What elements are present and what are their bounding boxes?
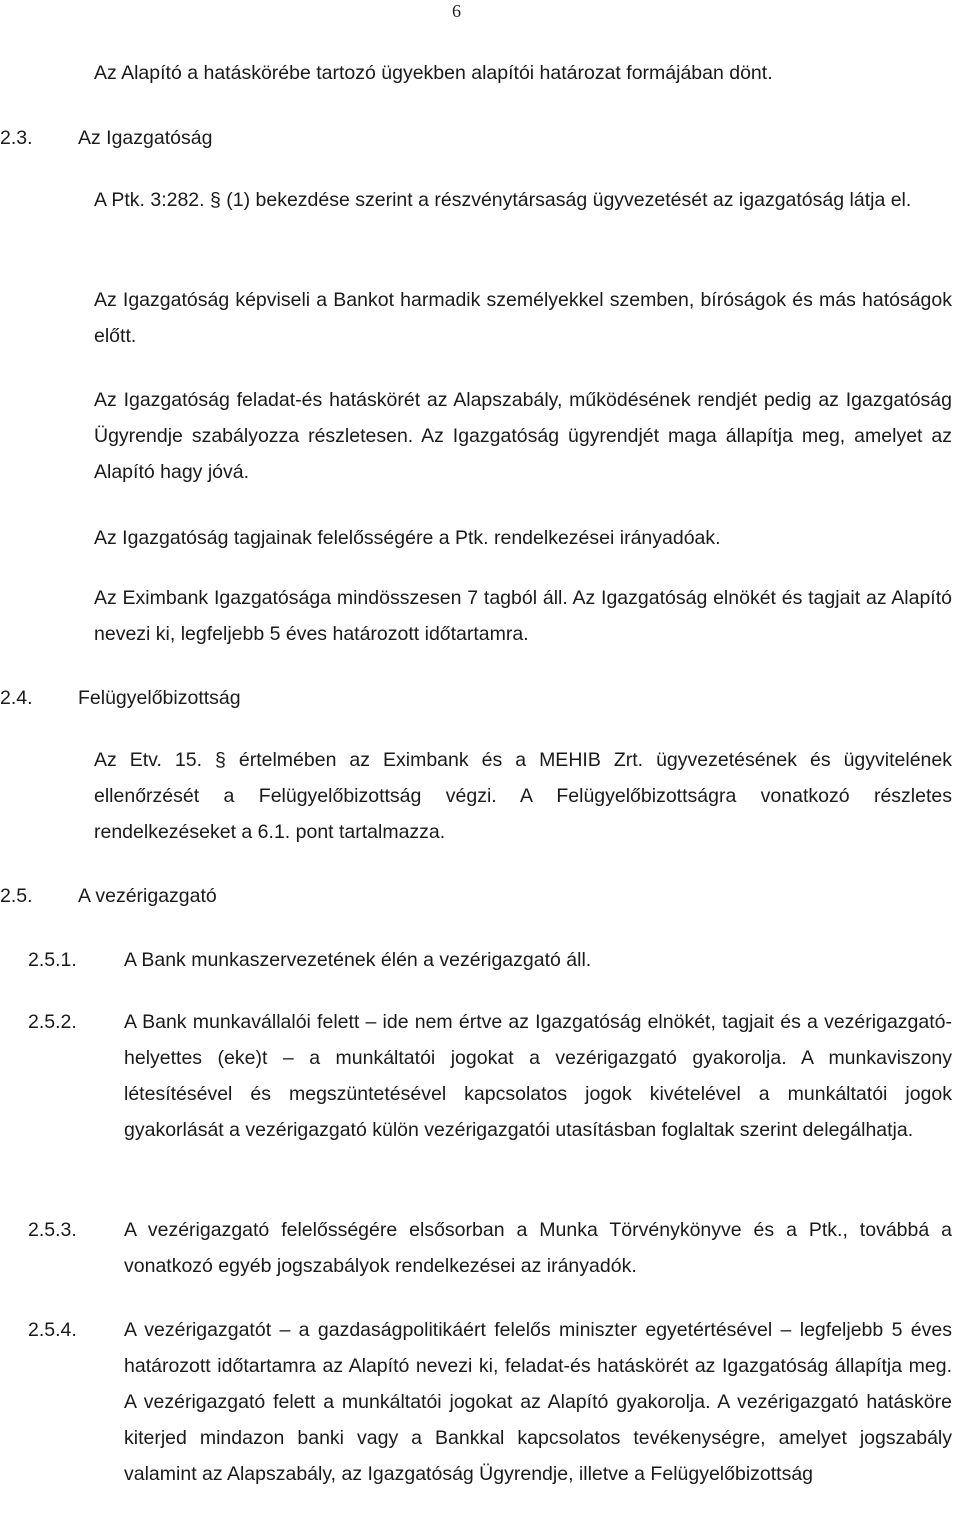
list-item-2-5-1: [28, 942, 952, 978]
section-title: Az Igazgatóság: [78, 127, 213, 149]
section-title: A vezérigazgató: [78, 885, 217, 907]
section-heading-2-4: [0, 680, 241, 716]
item-text: A vezérigazgatót – a gazdaságpolitikáért felelős miniszter egyetértésével – legfeljebb 5 éves határozott időtartamra az Alapító nevezi ki, feladat-és hatáskörét az Igazgatóság állapítja meg. A vezérigazgató felett a munkáltatói jogokat az Alapító gyakorolja. A vezérigazgató hatásköre kiterjed mindazon banki vagy a Bankkal kapcsolatos tevékenységre, amelyet jogszabály valamint az Alapszabály, az Igazgatóság Ügyrendje, illetve a Felügyelőbizottság: [124, 1319, 952, 1485]
item-number: 2.5.4.: [28, 1319, 77, 1341]
item-number: 2.5.1.: [28, 949, 77, 971]
list-item-2-5-2: [28, 1004, 952, 1148]
list-item-2-5-3: [28, 1212, 952, 1284]
item-text: A Bank munkavállalói felett – ide nem értve az Igazgatóság elnökét, tagjait és a vezérigazgató-helyettes (eke)t – a munkáltatói jogokat a vezérigazgató gyakorolja. A munkaviszony létesítésével és megszüntetésével kapcsolatos jogok kivételével a munkáltatói jogok gyakorlását a vezérigazgató külön vezérigazgatói utasításban foglaltak szerint delegálhatja.: [124, 1011, 952, 1141]
list-item-2-5-4: [28, 1312, 952, 1492]
section-number: 2.5.: [0, 885, 33, 907]
paragraph-alapito: Az Alapító a hatáskörébe tartozó ügyekben alapítói határozat formájában dönt.: [94, 62, 773, 84]
item-number: 2.5.2.: [28, 1011, 77, 1033]
item-number: 2.5.3.: [28, 1219, 77, 1241]
paragraph-etv: Az Etv. 15. § értelmében az Eximbank és a MEHIB Zrt. ügyvezetésének és ügyvitelének ellenőrzését a Felügyelőbizottság végzi. A Felügyelőbizottságra vonatkozó részletes rendelkezéseket a 6.1. pont tartalmazza.: [94, 749, 952, 843]
section-number: 2.3.: [0, 127, 33, 149]
section-number: 2.4.: [0, 687, 33, 709]
section-heading-2-3: [0, 120, 212, 156]
paragraph-kepviseli: Az Igazgatóság képviseli a Bankot harmadik személyekkel szemben, bíróságok és más hatóságok előtt.: [94, 289, 952, 347]
section-heading-2-5: [0, 878, 217, 914]
paragraph-ptk: A Ptk. 3:282. § (1) bekezdése szerint a részvénytársaság ügyvezetését az igazgatóság látja el.: [94, 189, 912, 211]
section-title: Felügyelőbizottság: [78, 687, 241, 709]
item-text: A vezérigazgató felelősségére elsősorban a Munka Törvénykönyve és a Ptk., továbbá a vonatkozó egyéb jogszabályok rendelkezései az irányadók.: [124, 1219, 952, 1277]
paragraph-feladat: Az Igazgatóság feladat-és hatáskörét az Alapszabály, működésének rendjét pedig az Igazgatóság Ügyrendje szabályozza részletesen. Az Igazgatóság ügyrendjét maga állapítja meg, amelyet az Alapító hagy jóvá.: [94, 389, 952, 483]
paragraph-tagok: Az Eximbank Igazgatósága mindösszesen 7 tagból áll. Az Igazgatóság elnökét és tagjait az Alapító nevezi ki, legfeljebb 5 éves határozott időtartamra.: [94, 587, 952, 645]
page-number: 6: [452, 1, 461, 21]
item-text: A Bank munkaszervezetének élén a vezérigazgató áll.: [124, 949, 592, 971]
paragraph-felelosseg: Az Igazgatóság tagjainak felelősségére a Ptk. rendelkezései irányadóak.: [94, 527, 721, 549]
